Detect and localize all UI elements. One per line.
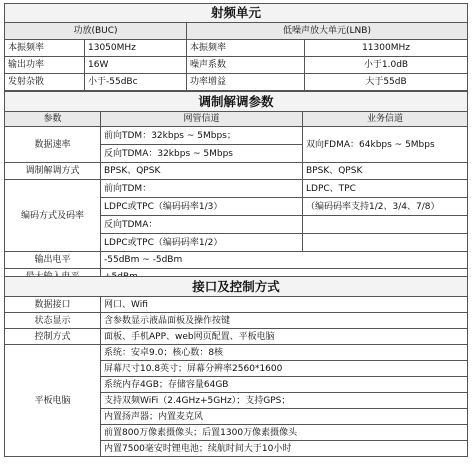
- interface-table: [4, 276, 468, 457]
- table-row: [5, 57, 468, 74]
- table-row: [5, 180, 468, 198]
- coding-biz-line: LDPC、TPC: [303, 180, 468, 198]
- coding-biz-line: （编码码率支持1/2、3/4、7/8）: [303, 198, 468, 216]
- coding-biz-empty: [303, 234, 468, 252]
- tablet-label: 平板电脑: [5, 345, 101, 457]
- rf-section-title: 射频单元: [5, 4, 468, 23]
- rf-unit-table: [4, 3, 468, 91]
- table-row: [5, 252, 468, 269]
- rf-value: 小于-55dBc: [85, 74, 187, 91]
- tablet-spec: 系统：安卓9.0；核心数：8核: [101, 345, 468, 361]
- lnb-header: 低噪声放大单元(LNB): [187, 23, 468, 40]
- rf-label: 功率增益: [187, 74, 305, 91]
- coding-biz-empty: [303, 216, 468, 234]
- interface-value: 含参数显示液晶面板及操作按键: [101, 313, 468, 329]
- tablet-spec: 内置扬声器；内置麦克风: [101, 409, 468, 425]
- interface-label: 状态显示: [5, 313, 101, 329]
- coding-mgmt-line: LDPC或TPC（编码码率1/3）: [101, 198, 303, 216]
- coding-mgmt-line: 反向TDMA：: [101, 216, 303, 234]
- rf-label: 输出功率: [5, 57, 85, 74]
- tablet-spec: 系统内存4GB；存储容量64GB: [101, 377, 468, 393]
- data-rate-label: 数据速率: [5, 127, 101, 163]
- table-row: [5, 329, 468, 345]
- rf-label: 本振频率: [5, 40, 85, 57]
- interface-label: 数据接口: [5, 297, 101, 313]
- rf-value: 大于55dB: [305, 74, 468, 91]
- modulation-business: BPSK、QPSK: [303, 163, 468, 180]
- col-biz-header: 业务信道: [303, 112, 468, 127]
- data-rate-business: 双向FDMA：64kbps ~ 5Mbps: [303, 127, 468, 163]
- rf-value: 13050MHz: [85, 40, 187, 57]
- tablet-spec: 内置7500毫安时锂电池；续航时间大于10小时: [101, 441, 468, 457]
- table-row: [5, 297, 468, 313]
- table-row: [5, 313, 468, 329]
- interface-value: 面板、手机APP、web网页配置、平板电脑: [101, 329, 468, 345]
- modulation-label: 调制解调方式: [5, 163, 101, 180]
- modem-section-title: 调制解调参数: [5, 92, 468, 112]
- modem-table: [4, 91, 468, 286]
- col-mgmt-header: 网管信道: [101, 112, 303, 127]
- rf-value: 11300MHz: [305, 40, 468, 57]
- rf-value: 小于1.0dB: [305, 57, 468, 74]
- tablet-spec: 屏幕尺寸10.8英寸；屏幕分辨率2560*1600: [101, 361, 468, 377]
- rf-label: 噪声系数: [187, 57, 305, 74]
- buc-header: 功放(BUC): [5, 23, 187, 40]
- table-row: [5, 74, 468, 91]
- rf-label: 发射杂散: [5, 74, 85, 91]
- tablet-spec: 支持双频WiFi（2.4GHz+5GHz）；支持GPS；: [101, 393, 468, 409]
- coding-label: 编码方式及码率: [5, 180, 101, 252]
- rf-label: 本振频率: [187, 40, 305, 57]
- interface-section-title: 接口及控制方式: [5, 277, 468, 297]
- interface-value: 网口、Wifi: [101, 297, 468, 313]
- table-row: [5, 40, 468, 57]
- data-rate-forward: 前向TDM：32kbps ~ 5Mbps；: [101, 127, 303, 145]
- interface-label: 控制方式: [5, 329, 101, 345]
- col-param-header: 参数: [5, 112, 101, 127]
- table-row: [5, 163, 468, 180]
- output-level-value: -55dBm ~ -5dBm: [101, 252, 468, 269]
- table-row: [5, 127, 468, 145]
- rf-value: 16W: [85, 57, 187, 74]
- tablet-spec: 前置800万像素摄像头；后置1300万像素摄像头: [101, 425, 468, 441]
- coding-mgmt-line: 前向TDM：: [101, 180, 303, 198]
- coding-mgmt-line: LDPC或TPC（编码码率1/2）: [101, 234, 303, 252]
- data-rate-reverse: 反向TDMA：32kbps ~ 5Mbps: [101, 145, 303, 163]
- table-row: [5, 345, 468, 361]
- modulation-mgmt: BPSK、QPSK: [101, 163, 303, 180]
- output-level-label: 输出电平: [5, 252, 101, 269]
